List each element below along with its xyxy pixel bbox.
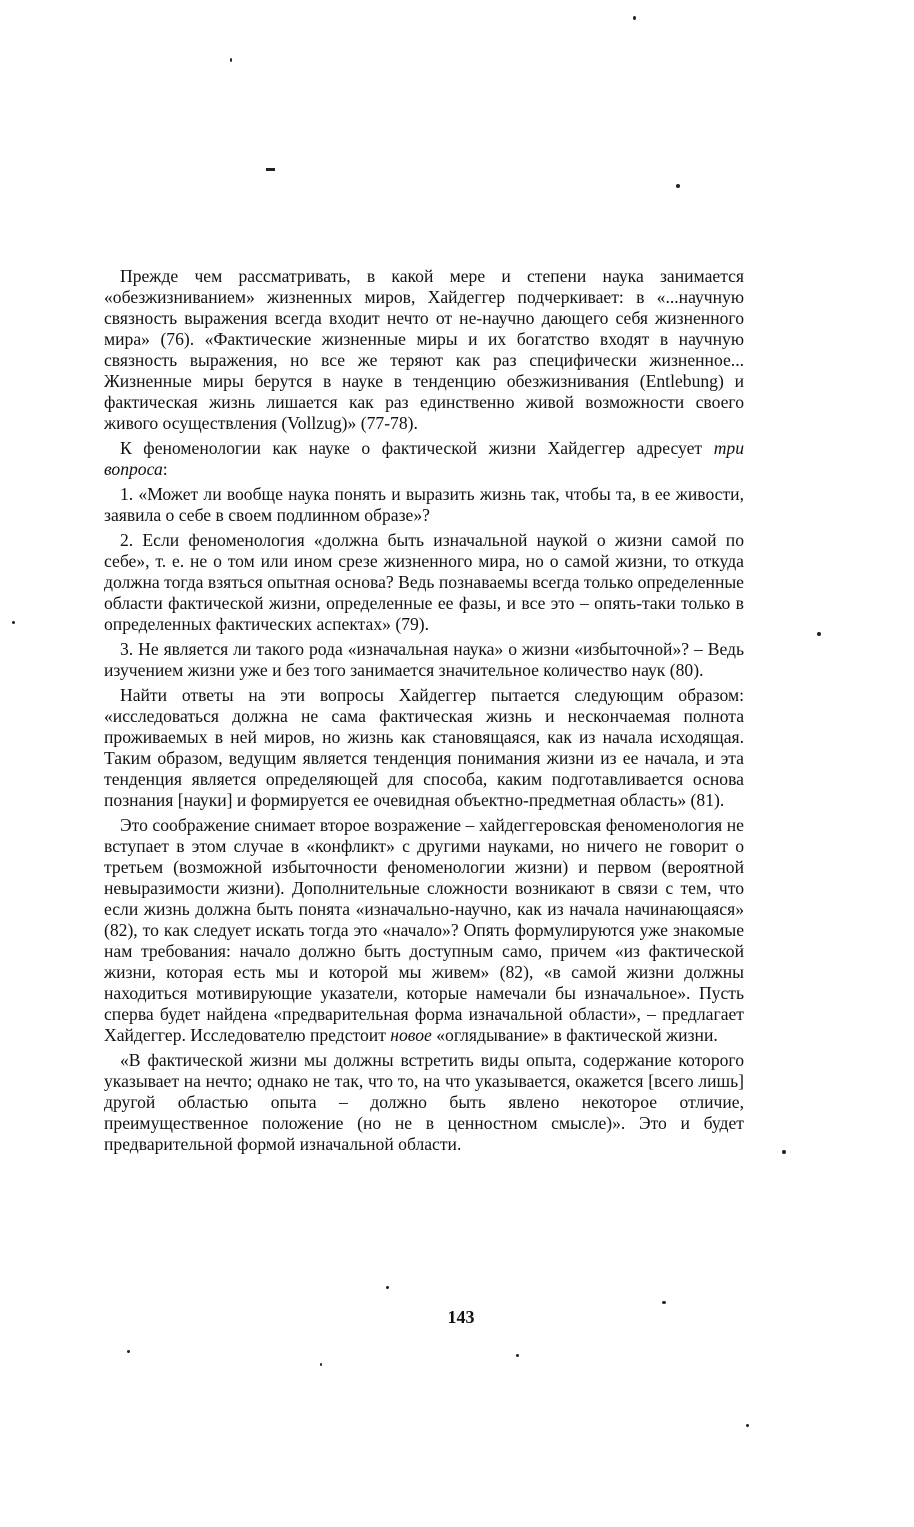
scan-speck xyxy=(817,632,821,636)
scan-speck xyxy=(676,184,680,188)
paragraph-second-objection-emphasis: новое xyxy=(390,1025,432,1045)
paragraph-second-objection-tail: «оглядывание» в фактической жизни. xyxy=(431,1025,718,1045)
scan-speck xyxy=(662,1301,666,1304)
paragraph-2-tail: : xyxy=(162,459,168,479)
question-2: 2. Если феноменология «должна быть изначальной наукой о жизни самой по себе», т. е. не о том или ином срезе жизненного мира, но о самой жизни, то откуда должна тогда взяться опытная основа? Ведь познаваемы всегда только определенные области фактической жизни, определенные ее фазы, и все это – опять-таки только в определенных фактических аспектах» (79). xyxy=(104,530,744,634)
scan-speck xyxy=(782,1150,786,1154)
question-3: 3. Не является ли такого рода «изначальная наука» о жизни «избыточной»? – Ведь изучением жизни уже и без того занимается значительное количество наук (80). xyxy=(104,639,744,680)
scan-speck xyxy=(516,1354,519,1357)
question-1: 1. «Может ли вообще наука понять и выразить жизнь так, чтобы та, в ее живости, заявила о себе в своем подлинном образе»? xyxy=(104,484,744,525)
scan-mark xyxy=(266,168,275,171)
paragraph-2-text: К феноменологии как науке о фактической жизни Хайдеггер адресует xyxy=(120,438,714,458)
scan-speck xyxy=(230,58,232,62)
page-body xyxy=(104,266,744,1155)
paragraph-2-emphasis: три вопроса xyxy=(104,438,744,479)
paragraph-answers: Найти ответы на эти вопросы Хайдеггер пытается следующим образом: «исследоваться должна не сама фактическая жизнь и нескончаемая полнота проживаемых в ней миров, но жизнь как становящаяся, как из начала исходящая. Таким образом, ведущим является тенденция понимания жизни из ее начала, и эта тенденция является определяющей для способа, каким подготавливается основа познания [науки] и формируется ее очевидная объектно-предметная область» (81). xyxy=(104,685,744,810)
paragraph-2 xyxy=(104,438,744,480)
scan-speck xyxy=(633,16,636,20)
page-number: 143 xyxy=(447,1307,475,1327)
paragraph-second-objection-text: Это соображение снимает второе возражение – хайдеггеровская феноменология не вступает в этом случае в «конфликт» с другими науками, но ничего не говорит о третьем (возможной избыточности феноменологии жизни) и первом (вероятной невыразимости жизни). Дополнительные сложности возникают в связи с тем, что если жизнь должна быть понята «изначально-научно, как из начала начинающаяся» (82), то как следует искать тогда это «начало»? Опять формулируются уже знакомые нам требования: начало должно быть доступным само, причем «из фактической жизни, которая есть мы и которой мы живем» (82), «в самой жизни должны находиться мотивирующие указатели, которые намечали бы изначальное». Пусть сперва будет найдена «предварительная форма изначальной области», – предлагает Хайдеггер. Исследователю предстоит xyxy=(104,815,744,1045)
scan-speck xyxy=(127,1350,130,1353)
scan-speck xyxy=(320,1363,322,1366)
scan-speck xyxy=(386,1286,389,1289)
paragraph-second-objection xyxy=(104,815,744,1046)
scan-speck xyxy=(746,1424,749,1427)
paragraph-1: Прежде чем рассматривать, в какой мере и степени наука занимается «обезжизниванием» жизненных миров, Хайдеггер подчеркивает: в «...научную связность выражения всегда входит нечто от не-научно дающего себя жизненного мира» (76). «Фактические жизненные миры и их богатство входят в научную связность выражения, но все же теряют как раз специфически жизненное... Жизненные миры берутся в науке в тенденцию обезжизнивания (Entlebung) и фактическая жизнь лишается как раз единственно живой возможности своего живого осуществления (Vollzug)» (77-78). xyxy=(104,266,744,433)
paragraph-factual-life: «В фактической жизни мы должны встретить виды опыта, содержание которого указывает на нечто; однако не так, что то, на что указывается, окажется [всего лишь] другой областью опыта – должно быть явлено некоторое отличие, преимущественное положение (но не в ценностном смысле)». Это и будет предварительной формой изначальной области. xyxy=(104,1050,744,1154)
scan-speck xyxy=(12,621,15,624)
